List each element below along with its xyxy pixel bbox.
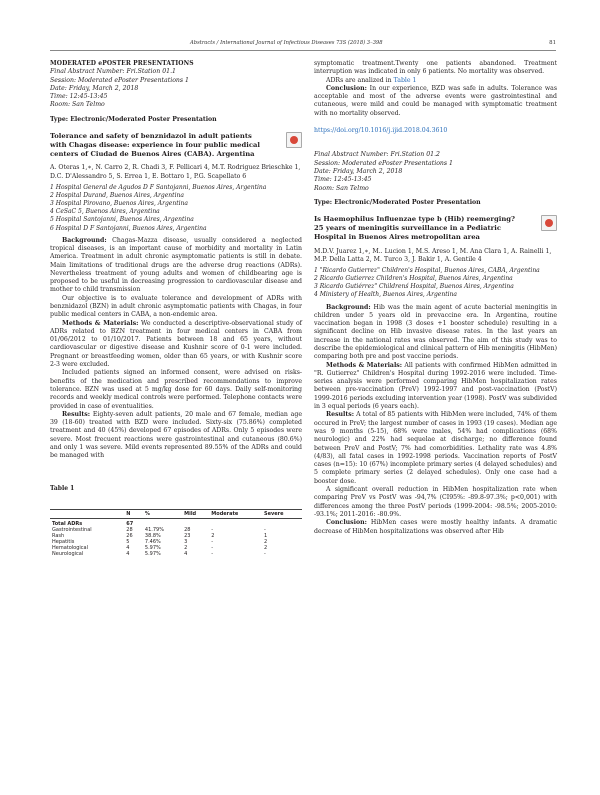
running-header	[50, 40, 556, 51]
abstract-title	[50, 132, 302, 158]
table-cell: 5.97%	[144, 544, 161, 551]
conclusion-text: In our experience, BZD was safe in adults. Tolerance was acceptable and most of the adverse events were gastrointestinal and cutaneous, were mild and could be managed with symptomatic treatment with no mortality observed.	[314, 84, 557, 117]
background-paragraph	[50, 237, 302, 295]
affiliation: 4 CeSaC 5, Buenos Aires, Argentina	[50, 208, 160, 216]
affiliation: 2 Hospital Durand, Buenos Aires, Argentina	[50, 192, 184, 200]
table-cell: 2	[184, 544, 188, 551]
adr-table	[50, 509, 302, 557]
conclusion-label: Conclusion:	[326, 519, 367, 527]
methods-text: All patients with confirmed HibMen admitted in "R. Gutierrez" Children's Hospital during 1992-2016 were included. Time-series analysis were performed comparing HibMen hospitalization rates between pre-vaccination (PreV) 1992-1997 and post-vaccination (PostV) 1999-2016 periods excluding intervention year (1998). PostV was subdivided in 3 equal periods (6 years each).	[314, 361, 557, 411]
results-paragraph	[314, 411, 557, 486]
time: Time: 12:45-13:45	[50, 93, 108, 101]
continued-paragraph: symptomatic treatment.Twenty one patients abandoned. Treatment interruption was indicated in only 6 patients. No mortality was observed.	[314, 60, 557, 76]
table-cell	[209, 518, 262, 527]
session: Session: Moderated ePoster Presentations 1	[50, 76, 189, 84]
methods-label: Methods & Materials:	[326, 361, 403, 369]
results-label: Results:	[326, 411, 355, 419]
conclusion-paragraph	[314, 519, 557, 536]
table-header: Moderate	[209, 509, 262, 518]
abstract-number: Final Abstract Number: Fri.Station 01.2	[314, 151, 440, 159]
table-cell: 1	[264, 532, 268, 539]
table-cell: 28	[184, 526, 191, 533]
abstract-number: Final Abstract Number: Fri.Station 01.1	[50, 68, 176, 76]
affiliations	[50, 184, 302, 233]
methods-label: Methods & Materials:	[62, 319, 139, 327]
table-cell: Hepatitis	[52, 538, 75, 545]
methods-paragraph	[314, 362, 557, 412]
time: Time: 12:45-13:45	[314, 176, 372, 184]
table-cell: 7.46%	[144, 538, 161, 545]
abstract-title-text: Tolerance and safety of benznidazol in adult patients with Chagas disease: experience in four public medical centers of Ciudad de Buenos Aires (CABA). Argentina	[50, 132, 260, 158]
table-cell	[182, 518, 209, 527]
affiliations	[314, 267, 557, 299]
conclusion-text: HibMen cases were mostly healthy infants. A dramatic decrease of HibMen hospitalizations was observed after Hib	[314, 519, 557, 535]
table-cell: Neurological	[52, 550, 84, 557]
affiliation: 2 Ricardo Gutierrez Children's Hospital, Buenos Aires, Argentina	[314, 275, 513, 283]
crossmark-icon[interactable]	[286, 132, 302, 148]
date: Date: Friday, March 2, 2018	[314, 167, 403, 175]
page-number: 81	[549, 40, 556, 46]
table-cell	[143, 518, 182, 527]
table-header: %	[143, 509, 182, 518]
table-cell: 4	[126, 544, 130, 551]
table-cell: 28	[126, 526, 133, 533]
table-cell: 4	[126, 550, 130, 557]
table-cell: 38.8%	[144, 532, 161, 539]
crossmark-icon[interactable]	[541, 215, 557, 231]
conclusion-paragraph	[314, 85, 557, 118]
affiliation: 6 Hospital D F Santojanni, Buenos Aires, Argentina	[50, 224, 207, 232]
affiliation: 5 Hospital Santojanni, Buenos Aires, Argentina	[50, 216, 194, 224]
results-paragraph	[50, 411, 302, 461]
table-header: Mild	[182, 509, 209, 518]
table-cell: 2	[264, 538, 268, 545]
adrs-text: ADRs are analized in	[326, 76, 394, 84]
table-cell: 2	[264, 544, 268, 551]
table-header: N	[124, 509, 143, 518]
table-cell: Total ADRs	[52, 520, 83, 527]
table-cell: 67	[126, 520, 134, 527]
table-header: Severe	[262, 509, 302, 518]
table-cell: Rash	[52, 532, 65, 539]
affiliation: 1 Hospital General de Agudos D F Santojanni, Buenos Aires, Argentina	[50, 184, 267, 192]
table-cell: 23	[184, 532, 191, 539]
right-column	[314, 60, 557, 536]
left-column	[50, 60, 302, 557]
methods-paragraph	[50, 320, 302, 370]
table-cell: -	[211, 526, 214, 533]
background-paragraph	[314, 304, 557, 362]
table-link[interactable]: Table 1	[393, 76, 417, 84]
table-cell	[262, 518, 302, 527]
abstract-title	[314, 215, 557, 241]
table-cell: -	[211, 538, 214, 545]
table-cell: 2	[211, 532, 215, 539]
table-cell: Hematological	[52, 544, 89, 551]
methods2-paragraph: Included patients signed an informed consent, were advised on risks-benefits of the medication and prescribed recommendations to improve tolerance. BZN was used at 5 mg/kg dose for 60 days. Daily self-monitoring records and weekly medical controls were performed. Telephone contacts were provided in case of eventualities.	[50, 369, 302, 410]
room: Room: San Telmo	[314, 184, 369, 192]
presentation-type: Type: Electronic/Moderated Poster Presentation	[314, 198, 481, 206]
table-cell: 4	[184, 550, 188, 557]
conclusion-label: Conclusion:	[326, 84, 367, 92]
table-cell: -	[211, 550, 214, 557]
table-cell: 41.79%	[144, 526, 164, 533]
affiliation: 1 "Ricardo Gutierrez" Children's Hospital, Buenos Aires, CABA, Argentina	[314, 267, 540, 275]
table-cell: -	[264, 526, 266, 533]
authors: A. Oteras 1,∗, N. Carro 2, R. Chadi 3, F. Pellicari 4, M.T. Rodriguez Brieschke 1, D.C. D'Alessandro 5, S. Errea 1, E. Bottaro 1, P.G. Scapellato 6	[50, 164, 301, 180]
table-cell: -	[264, 550, 266, 557]
results-label: Results:	[62, 410, 91, 418]
table-cell: Gastrointestinal	[52, 526, 92, 533]
affiliation: 3 Ricardo Gutiérrez" Childrenś Hospital, Buenos Aires, Argentina	[314, 283, 514, 291]
session: Session: Moderated ePoster Presentations 1	[314, 159, 453, 167]
methods-text: We conducted a descriptive-observational study of ADRs related to BZN treatment in four medical centers in CABA from 01/06/2012 to 01/10/2017. Patients between 18 and 65 years, without cardiovascular or digestive disease and Kushnir score of 0-1 were included. Pregnant or breastfeeding women, older than 65 years, or with Kushnir score 2-3 were excluded.	[50, 319, 302, 369]
authors: M.D.V. Juarez 1,∗, M.. Lucion 1, M.S. Areso 1, M. Ana Clara 1, A. Rainelli 1, M.P. Della Latta 2, M. Turco 3, J. Bakir 1, A. Gentile 4	[314, 247, 552, 263]
date: Date: Friday, March 2, 2018	[50, 84, 139, 92]
results-text: A total of 85 patients with HibMen were included, 74% of them occured in PreV; the largest number of cases in 1993 (19 cases). Median age was 9 months (5-15), 68% were males, 54% had complications (68% neurologic) and 22% had sequelae at discharge; no difference found between PreV and PostV; 7% had comorbidities. Lethality rate was 4.8% (4/83), all fatal cases in 1992-1998 periods. Vaccination reports of PostV cases (n=15): 10 (67%) incomplete primary series (4 delayed schedules) and 5 complete primary series (2 delayed schedules). Only one case had a booster dose.	[314, 411, 557, 485]
results-text: Eighty-seven adult patients, 20 male and 67 female, median age 39 (18-60) treated with BZD were included. Sixty-six (75.86%) completed treatment and 40 (45%) developed 67 episodes of ADRs. Only 5 episodes were severe. Most frecuent reactions were gastrointestinal and cutaneous (80.6%) and only 1 was severe. Mild events represented 89.55% of the ADRs and could be managed with	[50, 410, 302, 460]
table-row	[50, 551, 302, 557]
affiliation: 4 Ministery of Health, Buenos Aires, Argentina	[314, 291, 457, 299]
abstract-title-text: Is Haemophilus Influenzae type b (Hib) reemerging? 25 years of meningitis surveillance in a Pediatric Hospital in Buenos Aires metropolitan area	[314, 215, 516, 241]
table-row	[50, 518, 302, 527]
presentation-type: Type: Electronic/Moderated Poster Presentation	[50, 115, 217, 123]
background-label: Background:	[326, 303, 371, 311]
table-cell: 5.97%	[144, 550, 161, 557]
table-cell: 3	[184, 538, 188, 545]
objective-paragraph: Our objective is to evaluate tolerance and development of ADRs with benznidazol (BZN) in adult chronic asymptomatic patients with Chagas, in four public medical centers in CABA, a non-endemic area.	[50, 294, 302, 319]
room: Room: San Telmo	[50, 101, 105, 109]
affiliation: 3 Hospital Pirovano, Buenos Aires, Argentina	[50, 200, 188, 208]
background-text: Hib was the main agent of acute bacterial meningitis in children under 5 years old in prevaccine era. In Argentina, routine vaccination began in 1998 (3 doses +1 booster schedule) resulting in a significant decline on Hib invasive disease rates. In the last years an increase in the national rates was observed. The aim of this study was to describe the epidemiological and clinical pattern of Hib meningitis (HibMen) comparing both pre and post vaccine periods.	[314, 303, 557, 361]
background-text: Chagas-Mazza disease, usually considered a neglected tropical diseases, is an important cause of morbidity and mortality in Latin America. Treatment in adult chronic asymptomatic patients is still in debate. Main limitations of traditional drugs are the adverse drug reactions (ADRs). Nevertheless treatment of young adults and women of childbearing age is proposed to be useful in decreasing progression to cardiovascular disease and mother to child transmission	[50, 236, 302, 294]
adrs-table-reference	[314, 77, 557, 85]
section-heading: MODERATED ePOSTER PRESENTATIONS	[50, 60, 194, 67]
reduction-paragraph: A significant overall reduction in HibMen hospitalization rate when comparing PreV vs PostV was -94,7% (CI95%: -89.8-97.3%; p<0,001) with differences among the three PostV periods (1999-2004: -98.5%; 2005-2010: -93.1%; 2011-2016: -80.9%.	[314, 486, 557, 518]
journal-citation: Abstracts / International Journal of Infectious Diseases 73S (2018) 3–398	[190, 40, 383, 46]
table-cell: -	[211, 544, 214, 551]
table-title: Table 1	[50, 484, 75, 492]
table-cell: 26	[126, 532, 133, 539]
table-cell: 5	[126, 538, 130, 545]
doi-link[interactable]: https://doi.org/10.1016/j.ijid.2018.04.3610	[314, 127, 448, 135]
table-header	[50, 509, 124, 518]
background-label: Background:	[62, 236, 107, 244]
